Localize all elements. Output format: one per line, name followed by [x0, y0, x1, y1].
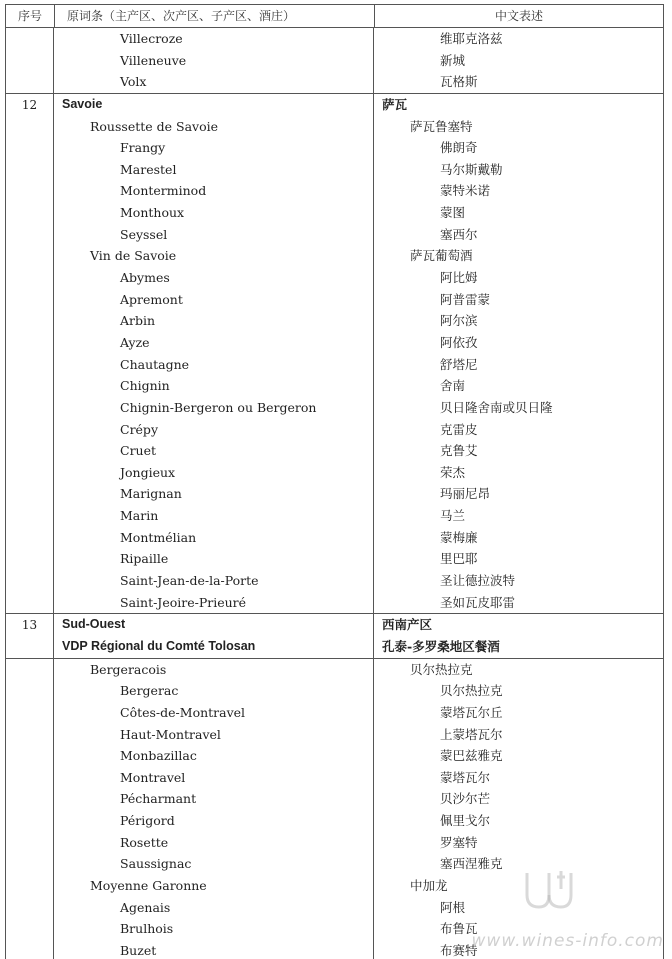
chinese-term-cell: 孔泰-多罗桑地区餐酒 — [382, 638, 500, 654]
table-row — [54, 832, 663, 854]
chinese-term-cell: 瓦格斯 — [440, 74, 478, 90]
original-term-cell: Roussette de Savoie — [54, 116, 374, 138]
table-row — [54, 354, 663, 376]
table-row — [54, 767, 663, 789]
original-term-cell: Volx — [54, 71, 374, 93]
chinese-term-cell: 克鲁艾 — [440, 443, 478, 459]
table-row — [54, 332, 663, 354]
chinese-term-cell: 萨瓦鲁塞特 — [410, 118, 473, 134]
table-row — [54, 116, 663, 138]
table-row — [54, 180, 663, 202]
original-term-cell: Ayze — [54, 332, 374, 354]
original-term-cell: Montmélian — [54, 527, 374, 549]
table-row — [54, 570, 663, 592]
chinese-term-cell: 贝尔热拉克 — [410, 661, 473, 677]
chinese-term-cell: 蒙塔瓦尔 — [440, 769, 491, 785]
table-row — [54, 375, 663, 397]
original-term-cell: Marestel — [54, 159, 374, 181]
chinese-term-cell: 新城 — [440, 52, 466, 68]
original-term-cell: Moyenne Garonne — [54, 875, 374, 897]
chinese-term-cell: 维耶克洛兹 — [440, 31, 503, 46]
table-row — [54, 614, 663, 636]
original-term-cell: Seyssel — [54, 224, 374, 246]
table-row — [54, 71, 663, 93]
table-row — [54, 94, 663, 116]
table-row — [54, 310, 663, 332]
table-row — [54, 810, 663, 832]
original-term-cell: Apremont — [54, 289, 374, 311]
original-term-cell: Montravel — [54, 767, 374, 789]
chinese-term-cell: 上蒙塔瓦尔 — [440, 726, 503, 742]
original-term-cell: Saussignac — [54, 853, 374, 875]
serial-number-cell — [6, 659, 54, 959]
original-term-cell: Marignan — [54, 483, 374, 505]
original-term-cell: Buzet — [54, 940, 374, 959]
chinese-term-cell: 蒙塔瓦尔丘 — [440, 704, 503, 720]
table-row — [54, 636, 663, 658]
chinese-term-cell: 塞西涅雅克 — [440, 856, 503, 872]
original-term-cell: Arbin — [54, 310, 374, 332]
original-term-cell: Abymes — [54, 267, 374, 289]
original-term-cell: Monbazillac — [54, 745, 374, 767]
chinese-term-cell: 萨瓦葡萄酒 — [410, 248, 473, 264]
chinese-term-cell: 圣让德拉波特 — [440, 573, 516, 589]
table-row — [54, 50, 663, 72]
wines-info-logo-icon — [521, 867, 577, 917]
original-term-cell: Saint-Jeoire-Prieuré — [54, 592, 374, 614]
chinese-term-cell: 贝尔热拉克 — [440, 683, 503, 699]
chinese-term-cell: 西南产区 — [382, 617, 433, 633]
chinese-term-cell: 舍南 — [440, 378, 466, 394]
table-row — [54, 548, 663, 570]
original-term-cell: Chignin — [54, 375, 374, 397]
original-term-cell: Chignin-Bergeron ou Bergeron — [54, 397, 374, 419]
chinese-term-cell: 罗塞特 — [440, 834, 478, 850]
original-term-cell: Bergeracois — [54, 659, 374, 681]
table-row — [54, 462, 663, 484]
chinese-term-cell: 佛朗奇 — [440, 140, 478, 156]
chinese-term-cell: 马兰 — [440, 508, 466, 524]
table-row — [54, 245, 663, 267]
chinese-term-cell: 舒塔尼 — [440, 356, 478, 372]
table-row — [54, 289, 663, 311]
original-term-cell: Saint-Jean-de-la-Porte — [54, 570, 374, 592]
original-term-cell: Haut-Montravel — [54, 724, 374, 746]
original-term-cell: Savoie — [54, 94, 374, 116]
chinese-term-cell: 布赛特 — [440, 942, 478, 958]
chinese-term-cell: 马尔斯戴勒 — [440, 161, 503, 177]
table-row — [54, 483, 663, 505]
original-term-cell: Villecroze — [54, 28, 374, 50]
table-row — [54, 702, 663, 724]
appellation-table — [5, 4, 664, 959]
table-row — [54, 28, 663, 50]
chinese-term-cell: 塞西尔 — [440, 226, 478, 242]
table-row — [54, 267, 663, 289]
original-term-cell: Brulhois — [54, 918, 374, 940]
original-term-cell: Bergerac — [54, 680, 374, 702]
chinese-term-cell: 阿普雷蒙 — [440, 291, 491, 307]
table-row — [54, 397, 663, 419]
serial-number-cell: 12 — [6, 94, 54, 613]
table-group — [6, 94, 663, 614]
table-row — [54, 159, 663, 181]
header-original-entry: 原词条（主产区、次产区、子产区、酒庄） — [55, 5, 375, 27]
original-term-cell: Chautagne — [54, 354, 374, 376]
original-term-cell: Cruet — [54, 440, 374, 462]
watermark-text: www.wines-info.com — [471, 931, 664, 951]
chinese-term-cell: 圣如瓦皮耶雷 — [440, 594, 516, 610]
chinese-term-cell: 里巴耶 — [440, 551, 478, 567]
table-group — [6, 614, 663, 658]
original-term-cell: Ripaille — [54, 548, 374, 570]
table-row — [54, 137, 663, 159]
chinese-term-cell: 中加龙 — [410, 877, 448, 893]
original-term-cell: Sud-Ouest — [54, 614, 374, 636]
table-row — [54, 745, 663, 767]
table-body — [6, 28, 663, 959]
table-row — [54, 440, 663, 462]
chinese-term-cell: 阿依孜 — [440, 334, 478, 350]
table-row — [54, 680, 663, 702]
chinese-term-cell: 克雷皮 — [440, 421, 478, 437]
original-term-cell: Périgord — [54, 810, 374, 832]
chinese-term-cell: 布鲁瓦 — [440, 921, 478, 937]
chinese-term-cell: 蒙图 — [440, 205, 466, 221]
original-term-cell: Marin — [54, 505, 374, 527]
original-term-cell: Pécharmant — [54, 788, 374, 810]
original-term-cell: Agenais — [54, 897, 374, 919]
chinese-term-cell: 玛丽尼昂 — [440, 486, 491, 502]
chinese-term-cell: 阿比姆 — [440, 270, 478, 286]
table-row — [54, 419, 663, 441]
original-term-cell: Rosette — [54, 832, 374, 854]
serial-number-cell: 13 — [6, 614, 54, 657]
original-term-cell: Côtes-de-Montravel — [54, 702, 374, 724]
table-row — [54, 505, 663, 527]
original-term-cell: VDP Régional du Comté Tolosan — [54, 636, 374, 658]
chinese-term-cell: 荣杰 — [440, 464, 466, 480]
table-row — [54, 224, 663, 246]
header-serial-number: 序号 — [6, 5, 55, 27]
header-chinese-expression: 中文表述 — [494, 9, 543, 23]
table-row — [54, 659, 663, 681]
original-term-cell: Jongieux — [54, 462, 374, 484]
table-header — [6, 5, 663, 28]
original-term-cell: Frangy — [54, 137, 374, 159]
chinese-term-cell: 蒙巴兹雅克 — [440, 748, 503, 764]
original-term-cell: Monthoux — [54, 202, 374, 224]
table-group — [6, 28, 663, 94]
chinese-term-cell: 阿根 — [440, 899, 466, 915]
chinese-term-cell: 贝沙尔芒 — [440, 791, 491, 807]
chinese-term-cell: 佩里戈尔 — [440, 813, 491, 829]
chinese-term-cell: 蒙梅廉 — [440, 529, 478, 545]
table-row — [54, 527, 663, 549]
table-row — [54, 724, 663, 746]
chinese-term-cell: 蒙特米诺 — [440, 183, 491, 199]
original-term-cell: Crépy — [54, 419, 374, 441]
table-row — [54, 592, 663, 614]
chinese-term-cell: 阿尔滨 — [440, 313, 478, 329]
original-term-cell: Villeneuve — [54, 50, 374, 72]
chinese-term-cell: 贝日隆舍南或贝日隆 — [440, 399, 553, 415]
table-row — [54, 202, 663, 224]
chinese-term-cell: 萨瓦 — [382, 96, 408, 112]
table-row — [54, 788, 663, 810]
original-term-cell: Monterminod — [54, 180, 374, 202]
original-term-cell: Vin de Savoie — [54, 245, 374, 267]
serial-number-cell — [6, 28, 54, 93]
